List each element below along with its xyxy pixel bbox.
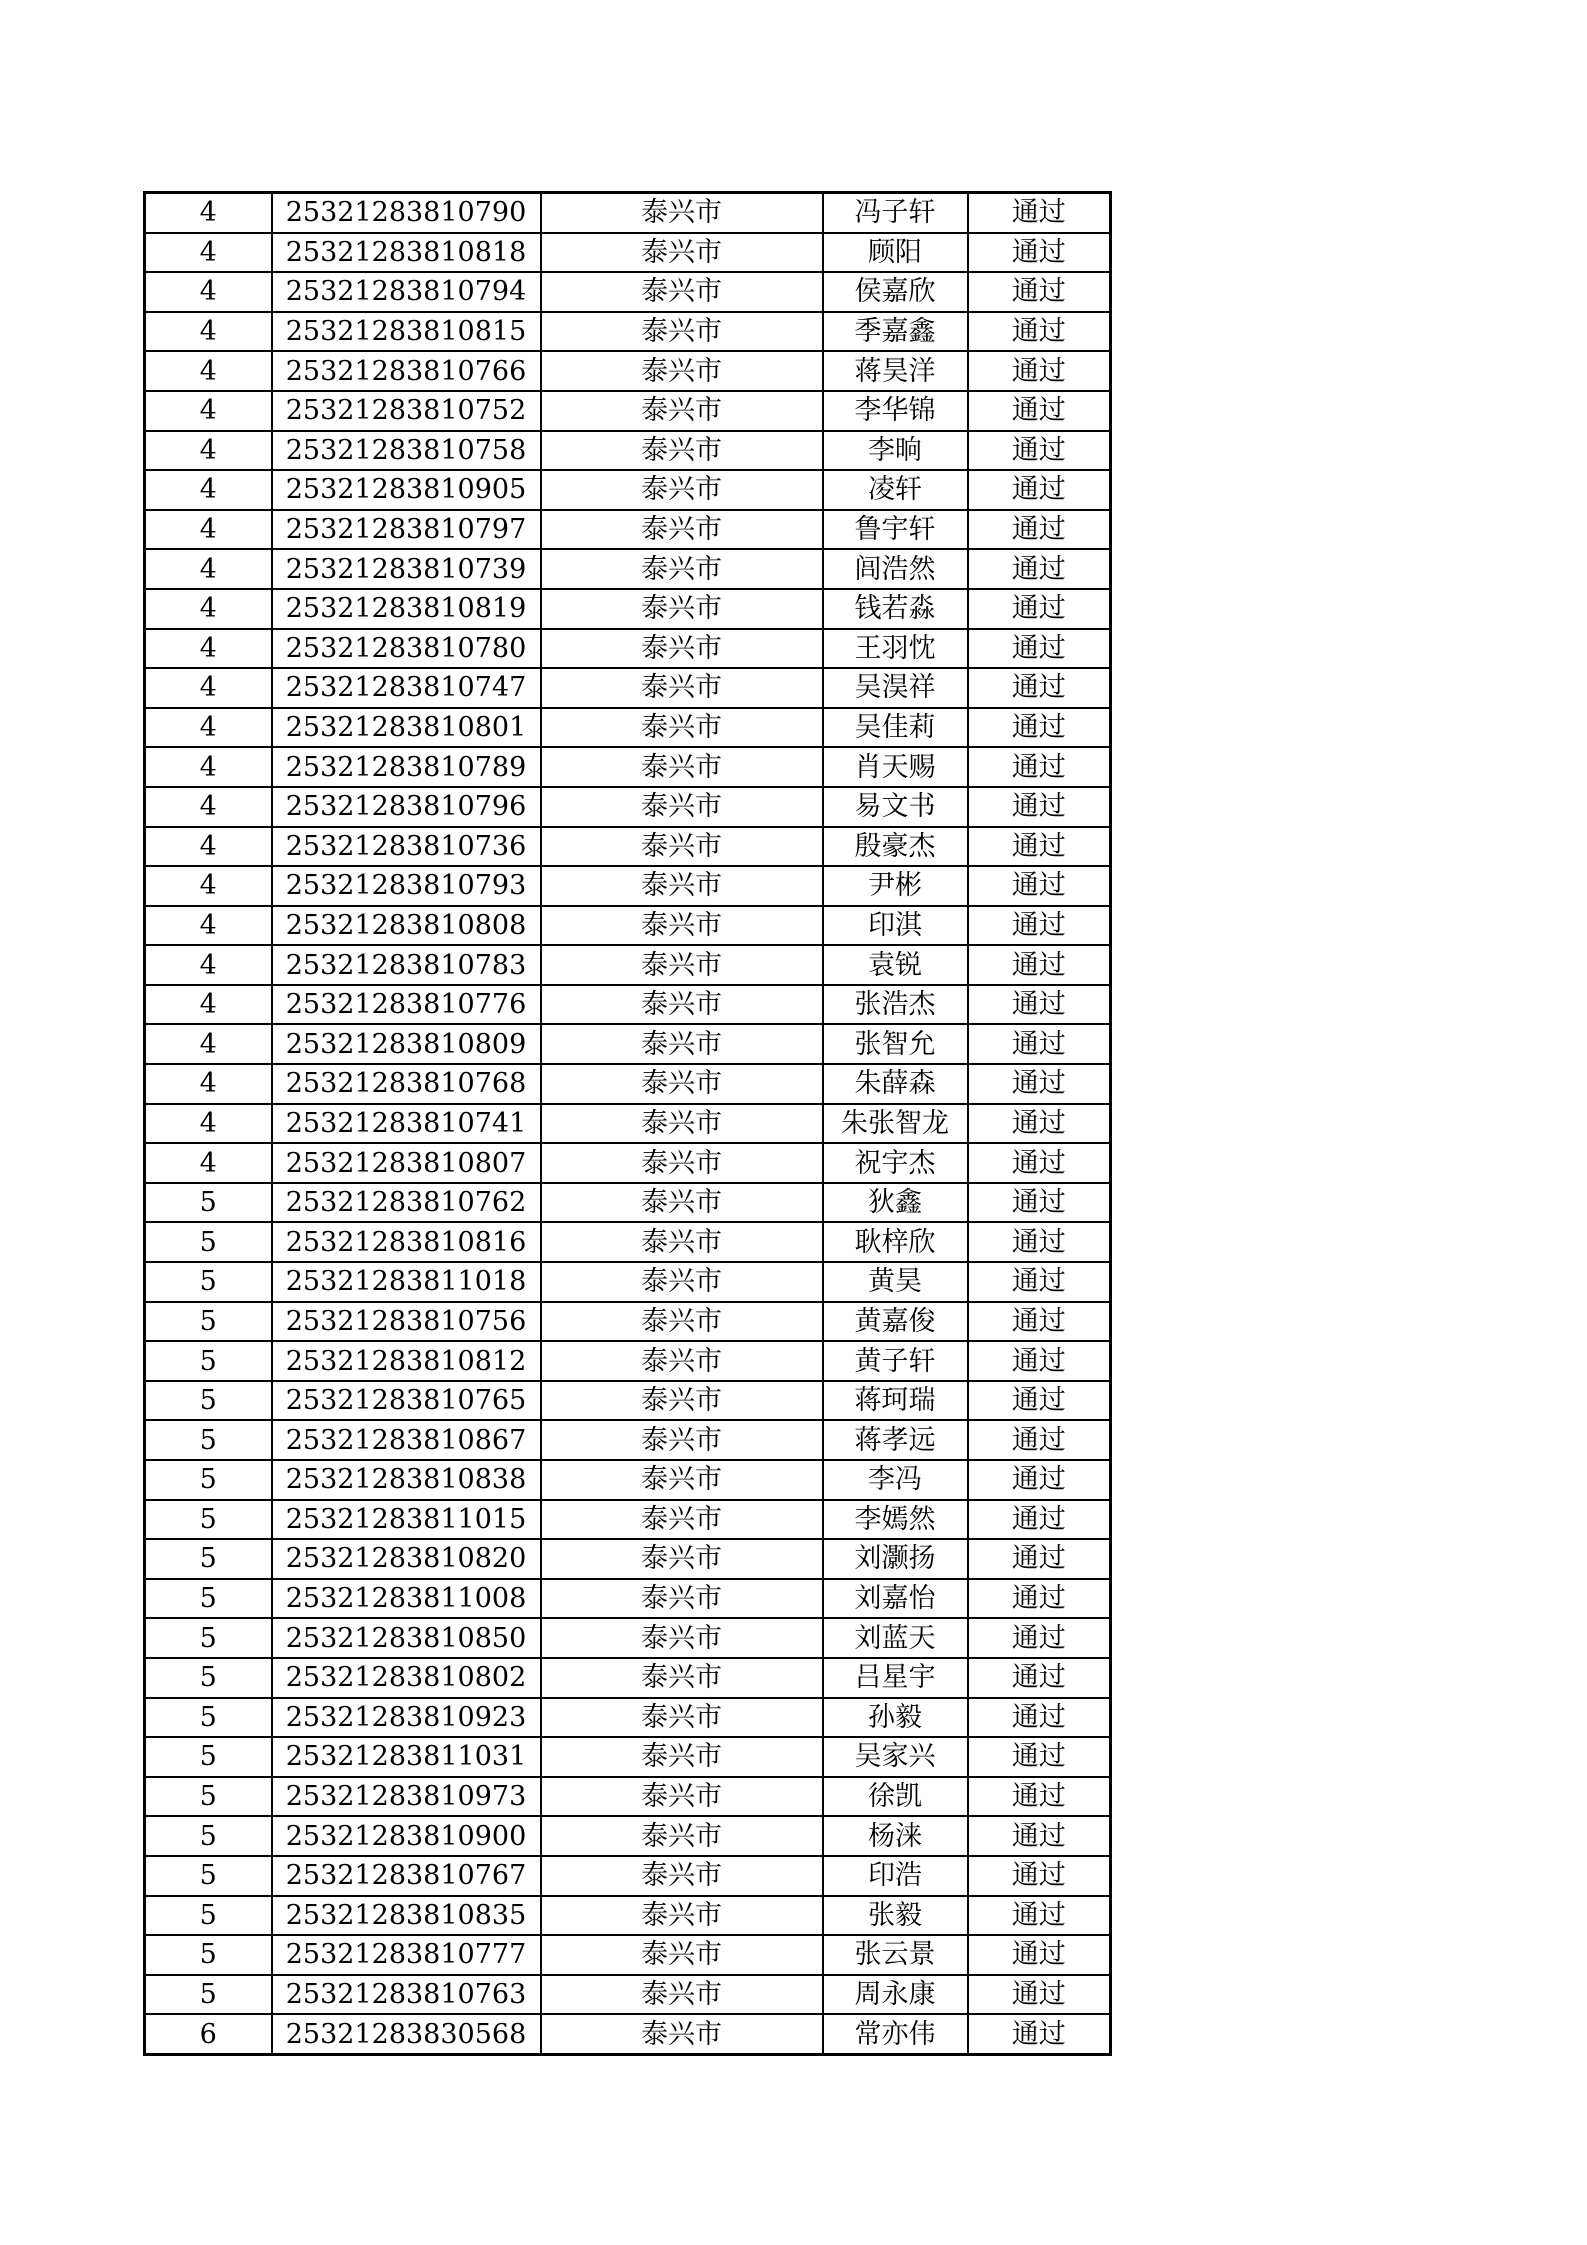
candidate-id-cell: 25321283811018	[272, 1262, 541, 1302]
level-cell: 4	[145, 272, 272, 312]
name-cell: 朱张智龙	[823, 1104, 968, 1144]
city-cell: 泰兴市	[541, 1104, 823, 1144]
city-cell: 泰兴市	[541, 1579, 823, 1619]
name-cell: 吴佳莉	[823, 708, 968, 748]
city-cell: 泰兴市	[541, 1420, 823, 1460]
result-cell: 通过	[968, 1618, 1111, 1658]
name-cell: 印淇	[823, 906, 968, 946]
candidate-id-cell: 25321283810807	[272, 1143, 541, 1183]
level-cell: 4	[145, 668, 272, 708]
result-cell: 通过	[968, 431, 1111, 471]
table-row	[145, 1381, 1111, 1421]
table-row	[145, 906, 1111, 946]
candidate-id-cell: 25321283810820	[272, 1539, 541, 1579]
city-cell: 泰兴市	[541, 1500, 823, 1540]
level-cell: 5	[145, 1816, 272, 1856]
result-cell: 通过	[968, 1816, 1111, 1856]
table-row	[145, 1222, 1111, 1262]
city-cell: 泰兴市	[541, 1777, 823, 1817]
city-cell: 泰兴市	[541, 272, 823, 312]
table-row	[145, 1104, 1111, 1144]
level-cell: 6	[145, 2014, 272, 2054]
result-cell: 通过	[968, 1579, 1111, 1619]
table-row	[145, 510, 1111, 550]
candidate-id-cell: 25321283811015	[272, 1500, 541, 1540]
level-cell: 5	[145, 1777, 272, 1817]
result-cell: 通过	[968, 1104, 1111, 1144]
name-cell: 耿梓欣	[823, 1222, 968, 1262]
city-cell: 泰兴市	[541, 629, 823, 669]
candidate-id-cell: 25321283810801	[272, 708, 541, 748]
result-cell: 通过	[968, 589, 1111, 629]
table-row	[145, 1420, 1111, 1460]
table-row	[145, 1024, 1111, 1064]
candidate-id-cell: 25321283810756	[272, 1302, 541, 1342]
table-row	[145, 668, 1111, 708]
name-cell: 蒋珂瑞	[823, 1381, 968, 1421]
candidate-id-cell: 25321283810802	[272, 1658, 541, 1698]
city-cell: 泰兴市	[541, 193, 823, 233]
name-cell: 周永康	[823, 1975, 968, 2015]
name-cell: 黄嘉俊	[823, 1302, 968, 1342]
candidate-id-cell: 25321283810739	[272, 549, 541, 589]
candidate-id-cell: 25321283810793	[272, 866, 541, 906]
result-cell: 通过	[968, 1737, 1111, 1777]
table-row	[145, 312, 1111, 352]
candidate-id-cell: 25321283810752	[272, 391, 541, 431]
table-row	[145, 1935, 1111, 1975]
city-cell: 泰兴市	[541, 787, 823, 827]
candidate-id-cell: 25321283810765	[272, 1381, 541, 1421]
level-cell: 5	[145, 1341, 272, 1381]
city-cell: 泰兴市	[541, 747, 823, 787]
level-cell: 4	[145, 787, 272, 827]
name-cell: 吕星宇	[823, 1658, 968, 1698]
name-cell: 殷豪杰	[823, 827, 968, 867]
name-cell: 顾阳	[823, 233, 968, 273]
name-cell: 肖天赐	[823, 747, 968, 787]
city-cell: 泰兴市	[541, 1856, 823, 1896]
name-cell: 刘灏扬	[823, 1539, 968, 1579]
name-cell: 凌轩	[823, 470, 968, 510]
level-cell: 5	[145, 1262, 272, 1302]
table-row	[145, 272, 1111, 312]
candidate-id-cell: 25321283810819	[272, 589, 541, 629]
name-cell: 蒋昊洋	[823, 351, 968, 391]
level-cell: 4	[145, 866, 272, 906]
candidate-id-cell: 25321283810747	[272, 668, 541, 708]
result-cell: 通过	[968, 1975, 1111, 2015]
city-cell: 泰兴市	[541, 1302, 823, 1342]
level-cell: 5	[145, 1579, 272, 1619]
city-cell: 泰兴市	[541, 1183, 823, 1223]
result-cell: 通过	[968, 312, 1111, 352]
name-cell: 李嫣然	[823, 1500, 968, 1540]
candidate-id-cell: 25321283810816	[272, 1222, 541, 1262]
candidate-id-cell: 25321283810808	[272, 906, 541, 946]
result-cell: 通过	[968, 906, 1111, 946]
city-cell: 泰兴市	[541, 431, 823, 471]
result-cell: 通过	[968, 1302, 1111, 1342]
city-cell: 泰兴市	[541, 1024, 823, 1064]
table-row	[145, 708, 1111, 748]
table-row	[145, 1618, 1111, 1658]
candidate-id-cell: 25321283810790	[272, 193, 541, 233]
level-cell: 5	[145, 1420, 272, 1460]
level-cell: 4	[145, 510, 272, 550]
name-cell: 李冯	[823, 1460, 968, 1500]
name-cell: 徐凯	[823, 1777, 968, 1817]
result-cell: 通过	[968, 1262, 1111, 1302]
candidate-id-cell: 25321283810796	[272, 787, 541, 827]
level-cell: 4	[145, 431, 272, 471]
candidate-id-cell: 25321283810777	[272, 1935, 541, 1975]
result-cell: 通过	[968, 1024, 1111, 1064]
city-cell: 泰兴市	[541, 1618, 823, 1658]
city-cell: 泰兴市	[541, 945, 823, 985]
table-row	[145, 2014, 1111, 2054]
level-cell: 4	[145, 589, 272, 629]
candidate-id-cell: 25321283811031	[272, 1737, 541, 1777]
city-cell: 泰兴市	[541, 866, 823, 906]
name-cell: 尹彬	[823, 866, 968, 906]
result-cell: 通过	[968, 391, 1111, 431]
result-cell: 通过	[968, 510, 1111, 550]
city-cell: 泰兴市	[541, 1539, 823, 1579]
level-cell: 5	[145, 1381, 272, 1421]
result-cell: 通过	[968, 1500, 1111, 1540]
candidate-id-cell: 25321283810789	[272, 747, 541, 787]
level-cell: 4	[145, 1143, 272, 1183]
candidate-id-cell: 25321283810838	[272, 1460, 541, 1500]
table-row	[145, 1975, 1111, 2015]
table-row	[145, 193, 1111, 233]
level-cell: 4	[145, 827, 272, 867]
table-row	[145, 1064, 1111, 1104]
name-cell: 黄子轩	[823, 1341, 968, 1381]
level-cell: 4	[145, 233, 272, 273]
candidate-id-cell: 25321283810794	[272, 272, 541, 312]
table-row	[145, 1460, 1111, 1500]
result-cell: 通过	[968, 1420, 1111, 1460]
result-cell: 通过	[968, 2014, 1111, 2054]
results-table-body	[145, 193, 1111, 2055]
results-table	[143, 191, 1112, 2056]
candidate-id-cell: 25321283810900	[272, 1816, 541, 1856]
name-cell: 王羽忱	[823, 629, 968, 669]
level-cell: 4	[145, 549, 272, 589]
table-row	[145, 549, 1111, 589]
level-cell: 5	[145, 1302, 272, 1342]
level-cell: 5	[145, 1460, 272, 1500]
city-cell: 泰兴市	[541, 1262, 823, 1302]
result-cell: 通过	[968, 1222, 1111, 1262]
name-cell: 狄鑫	[823, 1183, 968, 1223]
city-cell: 泰兴市	[541, 351, 823, 391]
result-cell: 通过	[968, 470, 1111, 510]
name-cell: 鲁宇轩	[823, 510, 968, 550]
name-cell: 印浩	[823, 1856, 968, 1896]
candidate-id-cell: 25321283810776	[272, 985, 541, 1025]
result-cell: 通过	[968, 945, 1111, 985]
name-cell: 常亦伟	[823, 2014, 968, 2054]
candidate-id-cell: 25321283810780	[272, 629, 541, 669]
candidate-id-cell: 25321283810867	[272, 1420, 541, 1460]
level-cell: 4	[145, 906, 272, 946]
table-row	[145, 1183, 1111, 1223]
name-cell: 孙毅	[823, 1698, 968, 1738]
city-cell: 泰兴市	[541, 1341, 823, 1381]
name-cell: 李华锦	[823, 391, 968, 431]
level-cell: 5	[145, 1658, 272, 1698]
city-cell: 泰兴市	[541, 1064, 823, 1104]
table-row	[145, 233, 1111, 273]
name-cell: 刘蓝天	[823, 1618, 968, 1658]
table-row	[145, 589, 1111, 629]
name-cell: 吴家兴	[823, 1737, 968, 1777]
level-cell: 4	[145, 391, 272, 431]
result-cell: 通过	[968, 1460, 1111, 1500]
result-cell: 通过	[968, 1658, 1111, 1698]
result-cell: 通过	[968, 1698, 1111, 1738]
table-row	[145, 1896, 1111, 1936]
level-cell: 5	[145, 1698, 272, 1738]
city-cell: 泰兴市	[541, 668, 823, 708]
result-cell: 通过	[968, 233, 1111, 273]
level-cell: 5	[145, 1896, 272, 1936]
candidate-id-cell: 25321283810768	[272, 1064, 541, 1104]
city-cell: 泰兴市	[541, 1143, 823, 1183]
table-row	[145, 1341, 1111, 1381]
result-cell: 通过	[968, 1935, 1111, 1975]
name-cell: 张云景	[823, 1935, 968, 1975]
candidate-id-cell: 25321283830568	[272, 2014, 541, 2054]
city-cell: 泰兴市	[541, 708, 823, 748]
city-cell: 泰兴市	[541, 985, 823, 1025]
city-cell: 泰兴市	[541, 1896, 823, 1936]
city-cell: 泰兴市	[541, 827, 823, 867]
table-row	[145, 629, 1111, 669]
city-cell: 泰兴市	[541, 1658, 823, 1698]
result-cell: 通过	[968, 708, 1111, 748]
level-cell: 4	[145, 1064, 272, 1104]
result-cell: 通过	[968, 866, 1111, 906]
name-cell: 易文书	[823, 787, 968, 827]
name-cell: 黄昊	[823, 1262, 968, 1302]
candidate-id-cell: 25321283810736	[272, 827, 541, 867]
level-cell: 4	[145, 747, 272, 787]
table-row	[145, 866, 1111, 906]
candidate-id-cell: 25321283810923	[272, 1698, 541, 1738]
city-cell: 泰兴市	[541, 589, 823, 629]
city-cell: 泰兴市	[541, 470, 823, 510]
candidate-id-cell: 25321283810812	[272, 1341, 541, 1381]
level-cell: 4	[145, 351, 272, 391]
city-cell: 泰兴市	[541, 233, 823, 273]
name-cell: 钱若淼	[823, 589, 968, 629]
table-row	[145, 985, 1111, 1025]
level-cell: 5	[145, 1618, 272, 1658]
result-cell: 通过	[968, 1064, 1111, 1104]
result-cell: 通过	[968, 351, 1111, 391]
city-cell: 泰兴市	[541, 1816, 823, 1856]
table-row	[145, 1658, 1111, 1698]
name-cell: 季嘉鑫	[823, 312, 968, 352]
result-cell: 通过	[968, 629, 1111, 669]
city-cell: 泰兴市	[541, 1935, 823, 1975]
candidate-id-cell: 25321283810741	[272, 1104, 541, 1144]
result-cell: 通过	[968, 1777, 1111, 1817]
city-cell: 泰兴市	[541, 549, 823, 589]
result-cell: 通过	[968, 787, 1111, 827]
name-cell: 张毅	[823, 1896, 968, 1936]
result-cell: 通过	[968, 1143, 1111, 1183]
candidate-id-cell: 25321283810850	[272, 1618, 541, 1658]
table-row	[145, 1539, 1111, 1579]
level-cell: 4	[145, 945, 272, 985]
candidate-id-cell: 25321283810818	[272, 233, 541, 273]
city-cell: 泰兴市	[541, 1698, 823, 1738]
table-row	[145, 827, 1111, 867]
candidate-id-cell: 25321283810767	[272, 1856, 541, 1896]
city-cell: 泰兴市	[541, 906, 823, 946]
name-cell: 蒋孝远	[823, 1420, 968, 1460]
candidate-id-cell: 25321283810758	[272, 431, 541, 471]
table-row	[145, 1816, 1111, 1856]
city-cell: 泰兴市	[541, 510, 823, 550]
level-cell: 4	[145, 193, 272, 233]
table-row	[145, 1856, 1111, 1896]
city-cell: 泰兴市	[541, 1460, 823, 1500]
level-cell: 5	[145, 1737, 272, 1777]
table-row	[145, 351, 1111, 391]
level-cell: 4	[145, 629, 272, 669]
candidate-id-cell: 25321283810763	[272, 1975, 541, 2015]
city-cell: 泰兴市	[541, 312, 823, 352]
city-cell: 泰兴市	[541, 1381, 823, 1421]
level-cell: 5	[145, 1183, 272, 1223]
name-cell: 闾浩然	[823, 549, 968, 589]
result-cell: 通过	[968, 549, 1111, 589]
table-row	[145, 1262, 1111, 1302]
city-cell: 泰兴市	[541, 2014, 823, 2054]
level-cell: 4	[145, 985, 272, 1025]
level-cell: 4	[145, 1104, 272, 1144]
candidate-id-cell: 25321283810809	[272, 1024, 541, 1064]
candidate-id-cell: 25321283810783	[272, 945, 541, 985]
candidate-id-cell: 25321283810766	[272, 351, 541, 391]
result-cell: 通过	[968, 668, 1111, 708]
city-cell: 泰兴市	[541, 1222, 823, 1262]
name-cell: 张浩杰	[823, 985, 968, 1025]
level-cell: 5	[145, 1222, 272, 1262]
name-cell: 侯嘉欣	[823, 272, 968, 312]
name-cell: 袁锐	[823, 945, 968, 985]
name-cell: 张智允	[823, 1024, 968, 1064]
table-row	[145, 1698, 1111, 1738]
level-cell: 5	[145, 1935, 272, 1975]
table-row	[145, 1579, 1111, 1619]
city-cell: 泰兴市	[541, 1975, 823, 2015]
candidate-id-cell: 25321283810973	[272, 1777, 541, 1817]
level-cell: 5	[145, 1975, 272, 2015]
level-cell: 4	[145, 312, 272, 352]
table-row	[145, 787, 1111, 827]
table-row	[145, 945, 1111, 985]
candidate-id-cell: 25321283810905	[272, 470, 541, 510]
result-cell: 通过	[968, 827, 1111, 867]
name-cell: 刘嘉怡	[823, 1579, 968, 1619]
name-cell: 朱薛森	[823, 1064, 968, 1104]
level-cell: 5	[145, 1856, 272, 1896]
table-row	[145, 470, 1111, 510]
table-row	[145, 1143, 1111, 1183]
city-cell: 泰兴市	[541, 1737, 823, 1777]
table-row	[145, 1737, 1111, 1777]
table-row	[145, 1777, 1111, 1817]
name-cell: 李晌	[823, 431, 968, 471]
candidate-id-cell: 25321283811008	[272, 1579, 541, 1619]
result-cell: 通过	[968, 1381, 1111, 1421]
result-cell: 通过	[968, 193, 1111, 233]
candidate-id-cell: 25321283810815	[272, 312, 541, 352]
table-row	[145, 1500, 1111, 1540]
table-row	[145, 1302, 1111, 1342]
table-row	[145, 431, 1111, 471]
result-cell: 通过	[968, 272, 1111, 312]
result-cell: 通过	[968, 985, 1111, 1025]
result-cell: 通过	[968, 1896, 1111, 1936]
candidate-id-cell: 25321283810797	[272, 510, 541, 550]
table-row	[145, 747, 1111, 787]
name-cell: 吴淏祥	[823, 668, 968, 708]
city-cell: 泰兴市	[541, 391, 823, 431]
candidate-id-cell: 25321283810762	[272, 1183, 541, 1223]
result-cell: 通过	[968, 1539, 1111, 1579]
result-cell: 通过	[968, 1856, 1111, 1896]
result-cell: 通过	[968, 1341, 1111, 1381]
name-cell: 冯子轩	[823, 193, 968, 233]
table-row	[145, 391, 1111, 431]
level-cell: 4	[145, 470, 272, 510]
result-cell: 通过	[968, 747, 1111, 787]
level-cell: 4	[145, 1024, 272, 1064]
name-cell: 祝宇杰	[823, 1143, 968, 1183]
level-cell: 5	[145, 1539, 272, 1579]
level-cell: 4	[145, 708, 272, 748]
candidate-id-cell: 25321283810835	[272, 1896, 541, 1936]
level-cell: 5	[145, 1500, 272, 1540]
result-cell: 通过	[968, 1183, 1111, 1223]
name-cell: 杨涞	[823, 1816, 968, 1856]
